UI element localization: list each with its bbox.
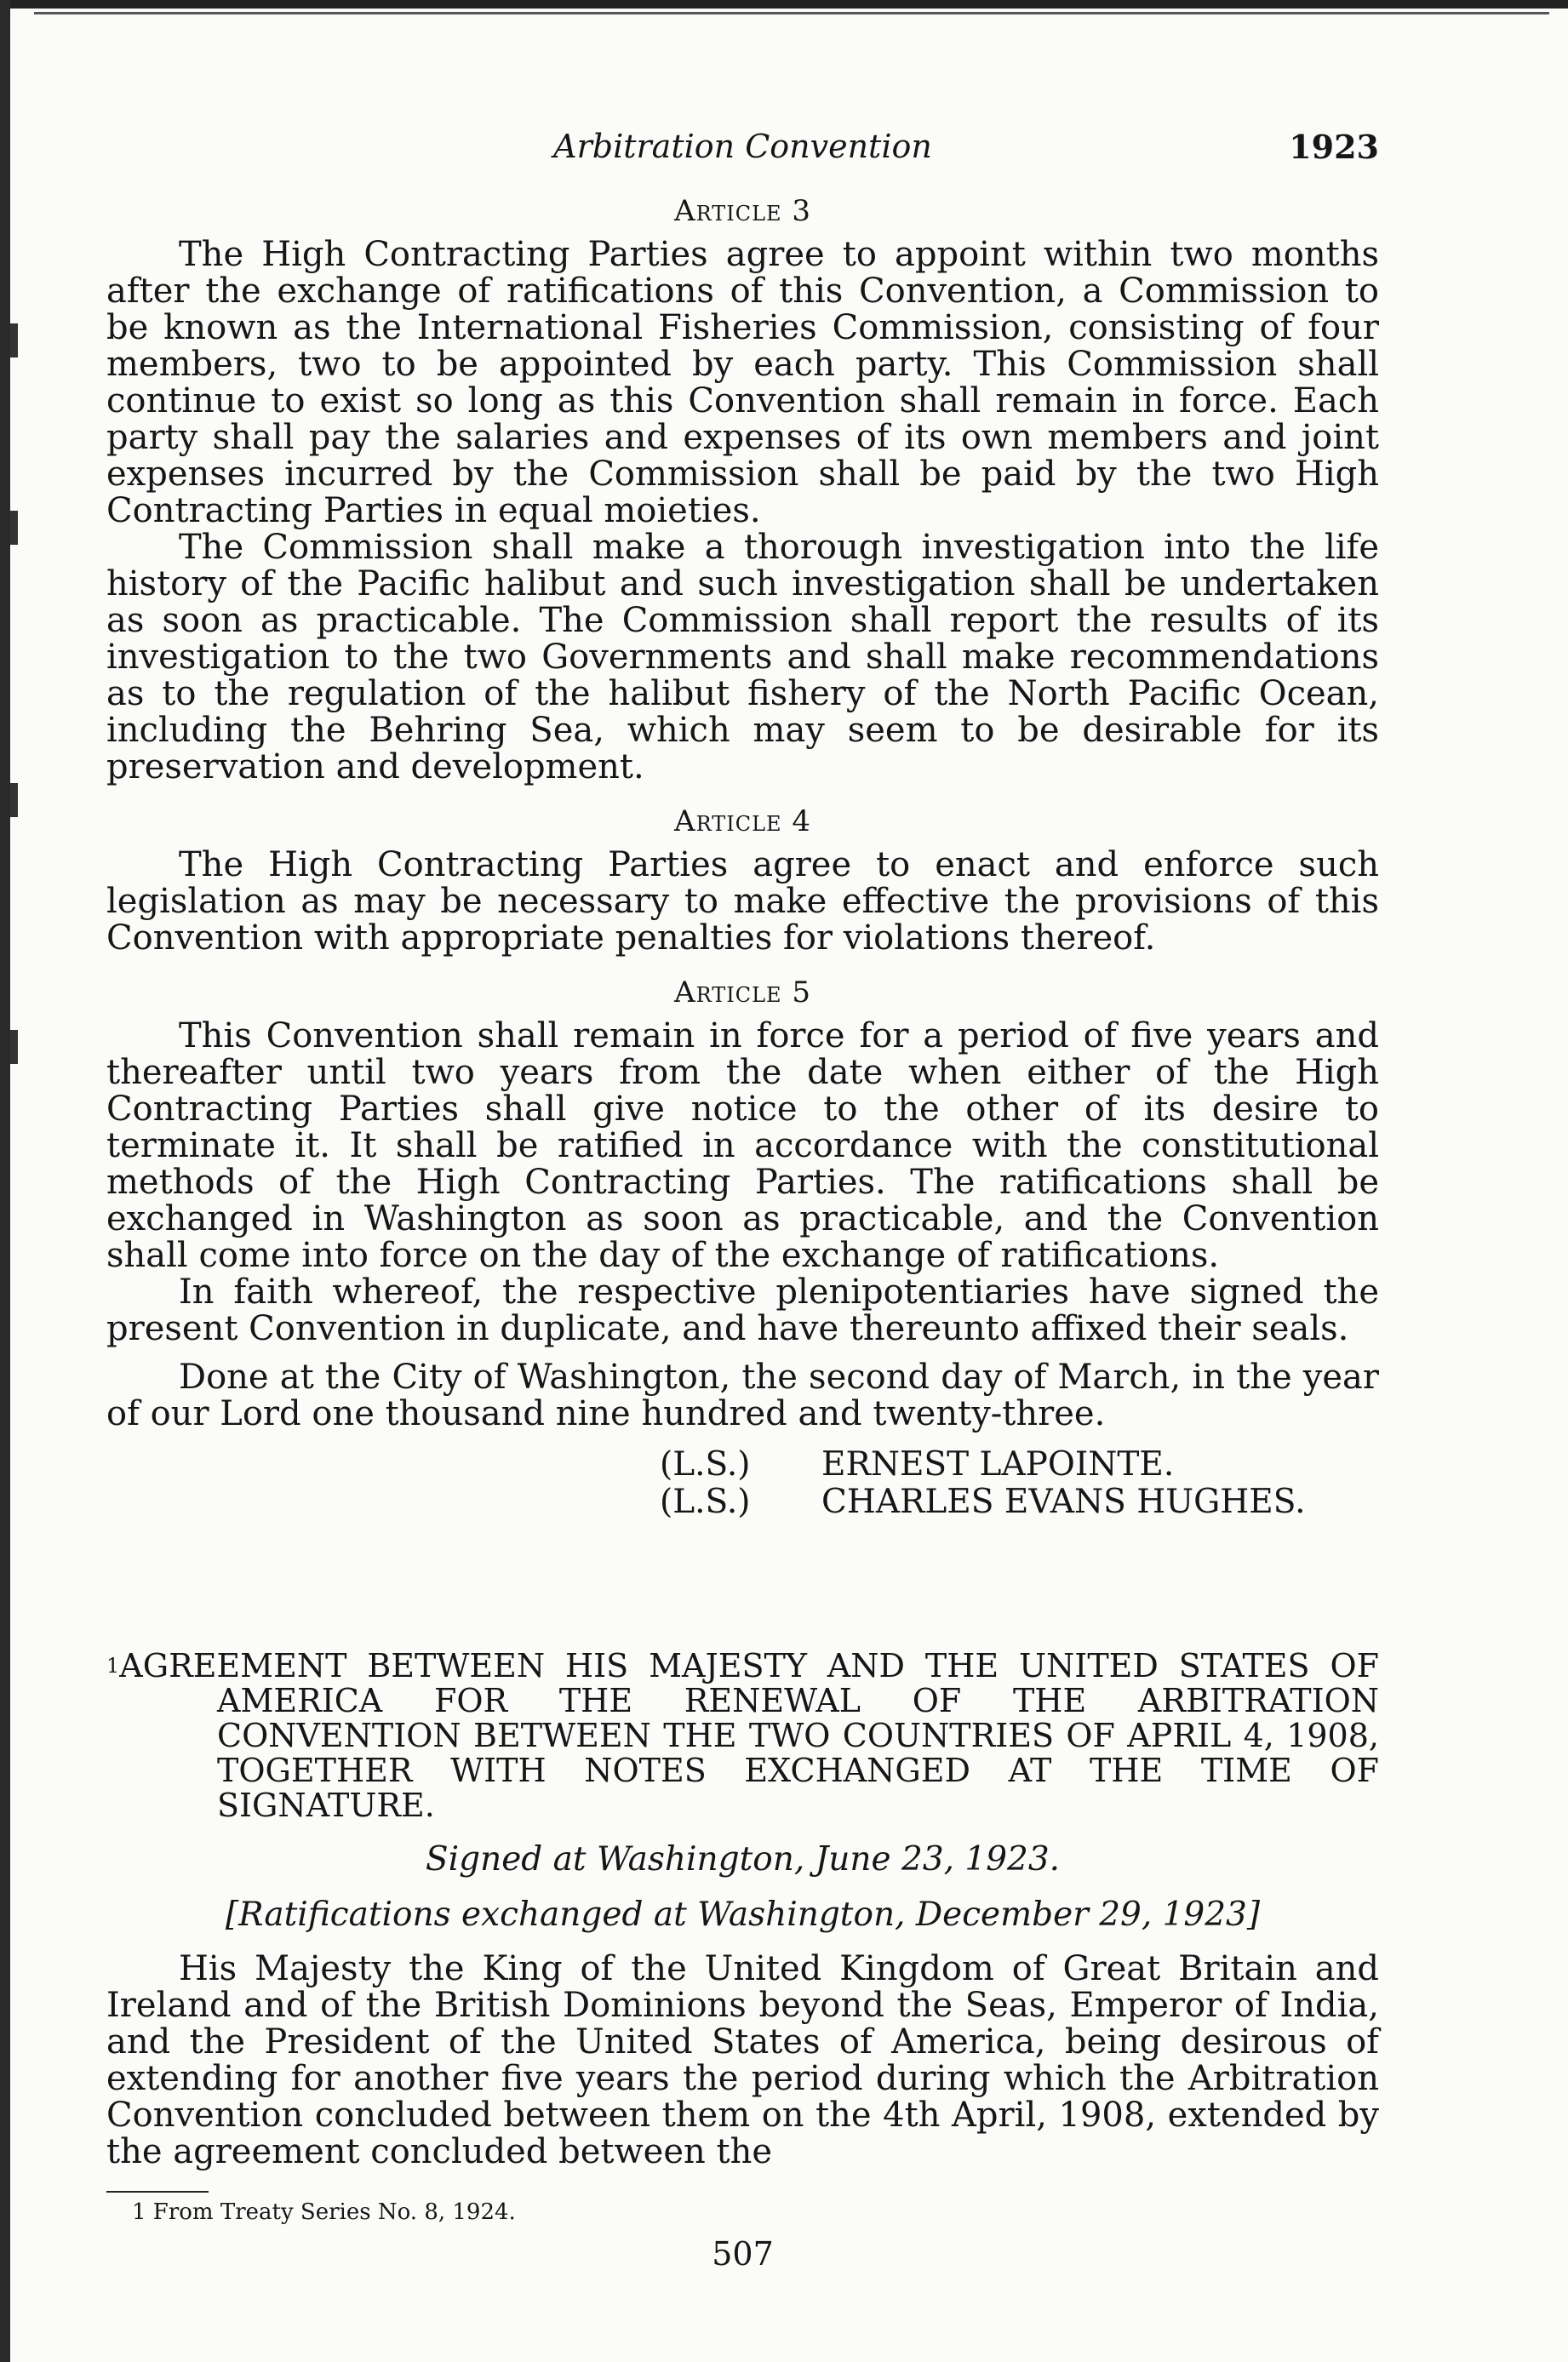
signatory-name: CHARLES EVANS HUGHES. [821,1483,1306,1521]
article-4-heading: Article 4 [674,804,811,838]
ratifications-line: [Ratifications exchanged at Washington, December 29, 1923] [225,1896,1261,1934]
page-number: 507 [712,2235,774,2273]
article-5-paragraph-1: This Convention shall remain in force for a period of five years and thereafter until two years from the date when either of the High Contracting Parties shall give notice to the other of its desire to terminate it. It shall be ratified in accordance with the constitutional methods of the High Contracting Parties. The ratifications shall be exchanged in Washington as soon as practicable, and the Convention shall come into force on the day of the exchange of ratifications. [106,1016,1379,1275]
agreement-paragraph-1: His Majesty the King of the United Kingdom of Great Britain and Ireland and of the British Dominions beyond the Seas, Emperor of India, and the President of the United States of America, being desirous of extending for another five years the period during which the Arbitration Convention concluded between them on the 4th April, 1908, extended by the agreement concluded between the [106,1949,1379,2171]
seal-mark: (L.S.) [660,1483,751,1521]
signature-row [106,1446,1379,1484]
seal-mark: (L.S.) [660,1445,751,1484]
running-header [106,128,1379,182]
document-page [106,128,1379,2273]
scan-top-border [0,0,1568,9]
article-3-paragraph-1: The High Contracting Parties agree to appoint within two months after the exchange of ratifications of this Convention, a Commission to be known as the International Fisheries Commission, consisting of four members, two to be appointed by each party. This Commission shall continue to exist so long as this Convention shall remain in force. Each party shall pay the salaries and expenses of its own members and joint expenses incurred by the Commission shall be paid by the two High Contracting Parties in equal moieties. [106,235,1379,530]
article-3-heading: Article 3 [674,194,811,228]
binding-mark [10,323,18,357]
agreement-title: $^1$AGREEMENT BETWEEN HIS MAJESTY AND THE UNITED STATES OF AMERICA FOR THE RENEWAL OF THE ARBITRATION CONVENTION BETWEEN THE TWO COUNTRIES OF APRIL 4, 1908, TOGETHER WITH NOTES EXCHANGED AT THE TIME OF SIGNATURE. [106,1647,1379,1824]
article-5-heading: Article 5 [674,975,811,1009]
article-3-paragraph-2: The Commission shall make a thorough investigation into the life history of the Pacific halibut and such investigation shall be undertaken as soon as practicable. The Commission shall report the results of its investigation to the two Governments and shall make recommendations as to the regulation of the halibut fishery of the North Pacific Ocean, including the Behring Sea, which may seem to be desirable for its preservation and development. [106,528,1379,786]
binding-mark [10,1030,18,1064]
article-5-paragraph-2: In faith whereof, the respective plenipotentiaries have signed the present Convention in duplicate, and have thereunto affixed their seals. [106,1273,1379,1348]
signature-row [106,1484,1379,1521]
signatory-name: ERNEST LAPOINTE. [821,1445,1175,1484]
scan-left-edge [0,0,10,2362]
running-title: Arbitration Convention [553,128,932,165]
signature-block [106,1446,1379,1521]
scan-top-border-thin [34,12,1549,14]
footnote: 1 From Treaty Series No. 8, 1924. [132,2199,516,2225]
footnote-rule [106,2191,209,2193]
signed-line: Signed at Washington, June 23, 1923. [425,1840,1061,1879]
footnote-ref: 1 [106,1654,120,1678]
running-year: 1923 [1289,128,1379,166]
article-4-paragraph-1: The High Contracting Parties agree to enact and enforce such legislation as may be necessary to make effective the provisions of this Convention with appropriate penalties for violations thereof. [106,845,1379,958]
article-5-paragraph-3: Done at the City of Washington, the second day of March, in the year of our Lord one thousand nine hundred and twenty-three. [106,1358,1379,1433]
binding-mark [10,511,18,545]
binding-mark [10,783,18,817]
